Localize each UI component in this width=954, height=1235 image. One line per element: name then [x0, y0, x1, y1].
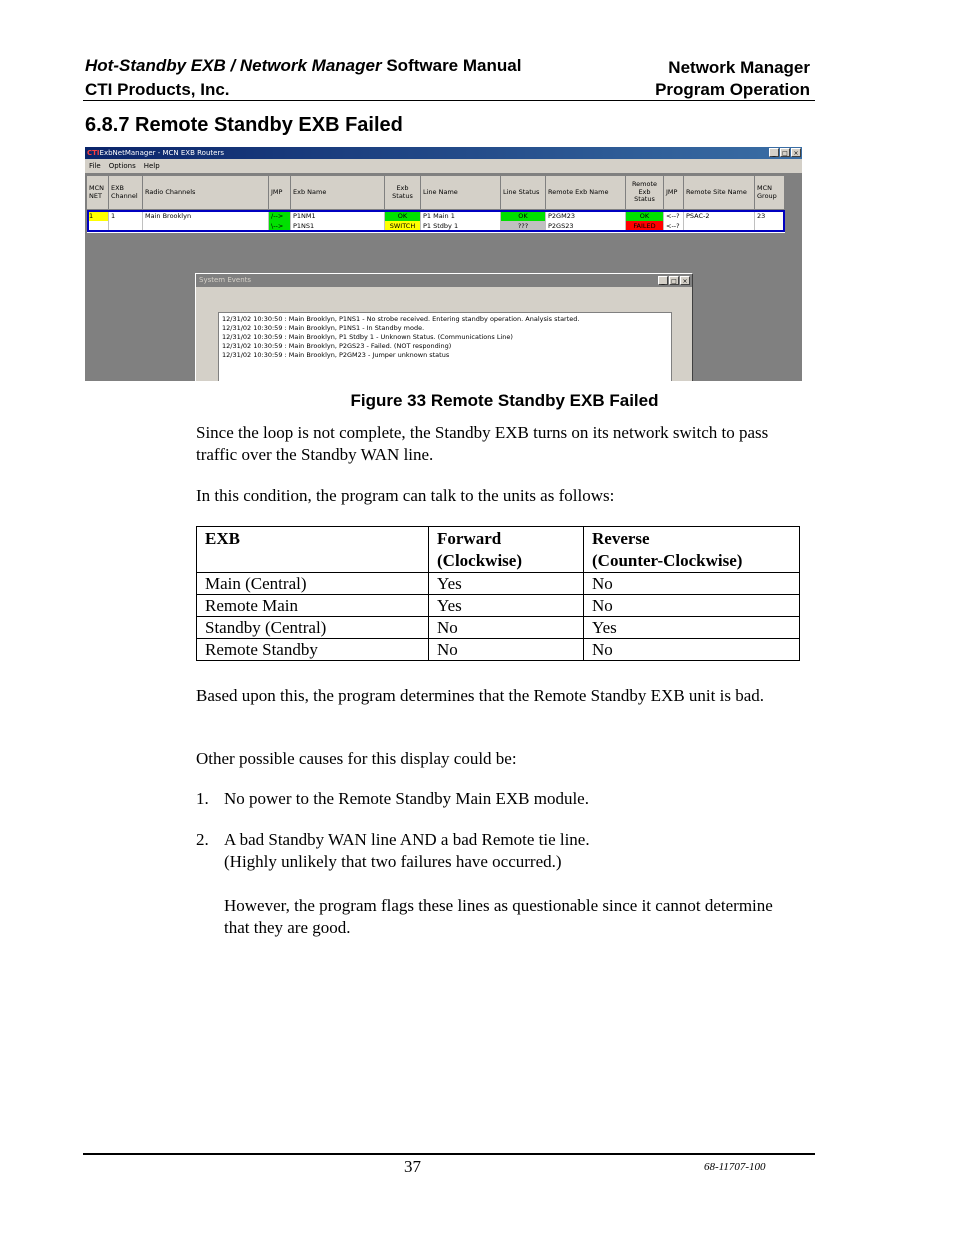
grid-cell: P1NM1	[291, 211, 385, 221]
section-title: 6.8.7 Remote Standby EXB Failed	[85, 114, 403, 136]
col-header[interactable]: Radio Channels	[143, 176, 269, 210]
system-events-window	[195, 273, 693, 381]
footer-rule	[83, 1153, 815, 1155]
paragraph: However, the program flags these lines as questionable since it cannot determine that they are good.	[224, 896, 773, 937]
list-item: 12/31/02 10:30:59 : Main Brooklyn, P1NS1 - In Standby mode.	[222, 324, 425, 332]
grid-cell: SWITCH	[385, 221, 421, 231]
header-line: Reverse	[592, 529, 650, 548]
grid-cell: 1	[87, 211, 109, 221]
grid-cell: P1NS1	[291, 221, 385, 231]
header-title-italic: Hot-Standby EXB / Network Manager	[85, 56, 382, 75]
table-row	[197, 617, 800, 639]
figure-screenshot	[85, 147, 802, 381]
grid-cell: OK	[626, 211, 664, 221]
minimize-icon[interactable]: _	[769, 148, 779, 157]
close-icon[interactable]: ×	[791, 148, 801, 157]
table-header-row	[197, 527, 800, 573]
header-line: (Counter-Clockwise)	[592, 551, 743, 570]
grid-cell: P2GM23	[546, 211, 626, 221]
table-header-cell	[584, 527, 800, 573]
selected-row-highlight	[87, 210, 785, 232]
window-controls	[769, 148, 801, 157]
grid-cell: P1 Main 1	[421, 211, 501, 221]
system-events-titlebar: System Events	[196, 274, 692, 287]
header-right-line1: Network Manager	[668, 58, 810, 77]
header-company: CTI Products, Inc.	[85, 80, 230, 99]
table-cell: No	[584, 595, 800, 617]
menu-file[interactable]: File	[89, 162, 101, 170]
menu-help[interactable]: Help	[143, 162, 160, 170]
app-menubar	[85, 159, 802, 173]
list-item: 12/31/02 10:30:59 : Main Brooklyn, P2GS23 - Failed. (NOT responding)	[222, 342, 452, 350]
table-cell: Yes	[429, 573, 584, 595]
menu-options[interactable]: Options	[108, 162, 136, 170]
col-header[interactable]: Exb Status	[385, 176, 421, 210]
header-line: EXB	[205, 529, 240, 548]
grid-cell: PSAC-2	[684, 211, 755, 221]
header-rule	[83, 100, 815, 101]
table-cell: No	[429, 639, 584, 661]
grid-cell: /-->	[269, 211, 291, 221]
grid-cell: <--?	[664, 221, 684, 231]
app-titlebar	[85, 147, 802, 159]
app-window-title: ExbNetManager - MCN EXB Routers	[99, 149, 224, 157]
paragraph: Other possible causes for this display could be:	[196, 749, 517, 768]
grid-cell: P2GS23	[546, 221, 626, 231]
paragraph: In this condition, the program can talk to the units as follows:	[196, 486, 615, 505]
list-item: No power to the Remote Standby Main EXB module.	[224, 789, 589, 808]
events-window-controls	[658, 276, 690, 285]
doc-number: 68-11707-100	[704, 1161, 766, 1173]
table-header-cell	[197, 527, 429, 573]
list-number: 1.	[196, 789, 209, 808]
col-header[interactable]: Remote Exb Name	[546, 176, 626, 210]
header-line: Forward	[437, 529, 502, 548]
col-header[interactable]: MCN Group	[755, 176, 785, 210]
app-brand-logo: CTI	[87, 149, 100, 157]
header-line: (Clockwise)	[437, 551, 522, 570]
maximize-icon[interactable]: □	[669, 276, 679, 285]
header-title-rest: Software Manual	[386, 56, 522, 75]
list-item: 12/31/02 10:30:50 : Main Brooklyn, P1NS1 - No strobe received. Entering standby operation. Analysis started.	[222, 315, 580, 323]
col-header[interactable]: Line Name	[421, 176, 501, 210]
list-item: 12/31/02 10:30:59 : Main Brooklyn, P2GM23 - Jumper unknown status	[222, 351, 450, 359]
table-row	[197, 573, 800, 595]
grid-cell: 23	[755, 211, 785, 221]
grid-cell: FAILED	[626, 221, 664, 231]
header-right-line2: Program Operation	[655, 80, 810, 99]
grid-cell: Main Brooklyn	[143, 211, 269, 221]
col-header[interactable]: Line Status	[501, 176, 546, 210]
list-item: A bad Standby WAN line AND a bad Remote tie line.	[224, 830, 590, 849]
close-icon[interactable]: ×	[680, 276, 690, 285]
exb-direction-table	[196, 526, 800, 661]
minimize-icon[interactable]: _	[658, 276, 668, 285]
grid-cell: \-->	[269, 221, 291, 231]
grid-cell: OK	[385, 211, 421, 221]
col-header[interactable]: Remote Site Name	[684, 176, 755, 210]
grid-cell: OK	[501, 211, 546, 221]
col-header[interactable]: JMP	[664, 176, 684, 210]
table-cell: No	[429, 617, 584, 639]
maximize-icon[interactable]: □	[780, 148, 790, 157]
table-cell: No	[584, 573, 800, 595]
table-cell: No	[584, 639, 800, 661]
paragraph: Since the loop is not complete, the Standby EXB turns on its network switch to pass traffic over the Standby WAN line.	[196, 423, 769, 464]
col-header[interactable]: Exb Name	[291, 176, 385, 210]
col-header[interactable]: Remote Exb Status	[626, 176, 664, 210]
col-header[interactable]: EXB Channel	[109, 176, 143, 210]
table-cell: Main (Central)	[197, 573, 429, 595]
table-header-cell	[429, 527, 584, 573]
col-header[interactable]: JMP	[269, 176, 291, 210]
table-row	[197, 595, 800, 617]
grid-cell: <--?	[664, 211, 684, 221]
table-cell: Remote Main	[197, 595, 429, 617]
list-item: 12/31/02 10:30:59 : Main Brooklyn, P1 Stdby 1 - Unknown Status. (Communications Line)	[222, 333, 513, 341]
table-cell: Yes	[429, 595, 584, 617]
grid-cell: P1 Stdby 1	[421, 221, 501, 231]
list-number: 2.	[196, 830, 209, 849]
table-row	[197, 639, 800, 661]
table-cell: Yes	[584, 617, 800, 639]
events-list[interactable]	[218, 312, 672, 381]
figure-caption: Figure 33 Remote Standby EXB Failed	[350, 391, 659, 410]
paragraph: Based upon this, the program determines that the Remote Standby EXB unit is bad.	[196, 686, 764, 705]
grid-cell: 1	[109, 211, 143, 221]
list-item-note: (Highly unlikely that two failures have occurred.)	[224, 852, 562, 871]
table-cell: Standby (Central)	[197, 617, 429, 639]
col-header[interactable]: MCN NET	[87, 176, 109, 210]
page-number: 37	[404, 1157, 421, 1176]
grid-cell: ???	[501, 221, 546, 231]
table-cell: Remote Standby	[197, 639, 429, 661]
header-title	[85, 56, 521, 76]
